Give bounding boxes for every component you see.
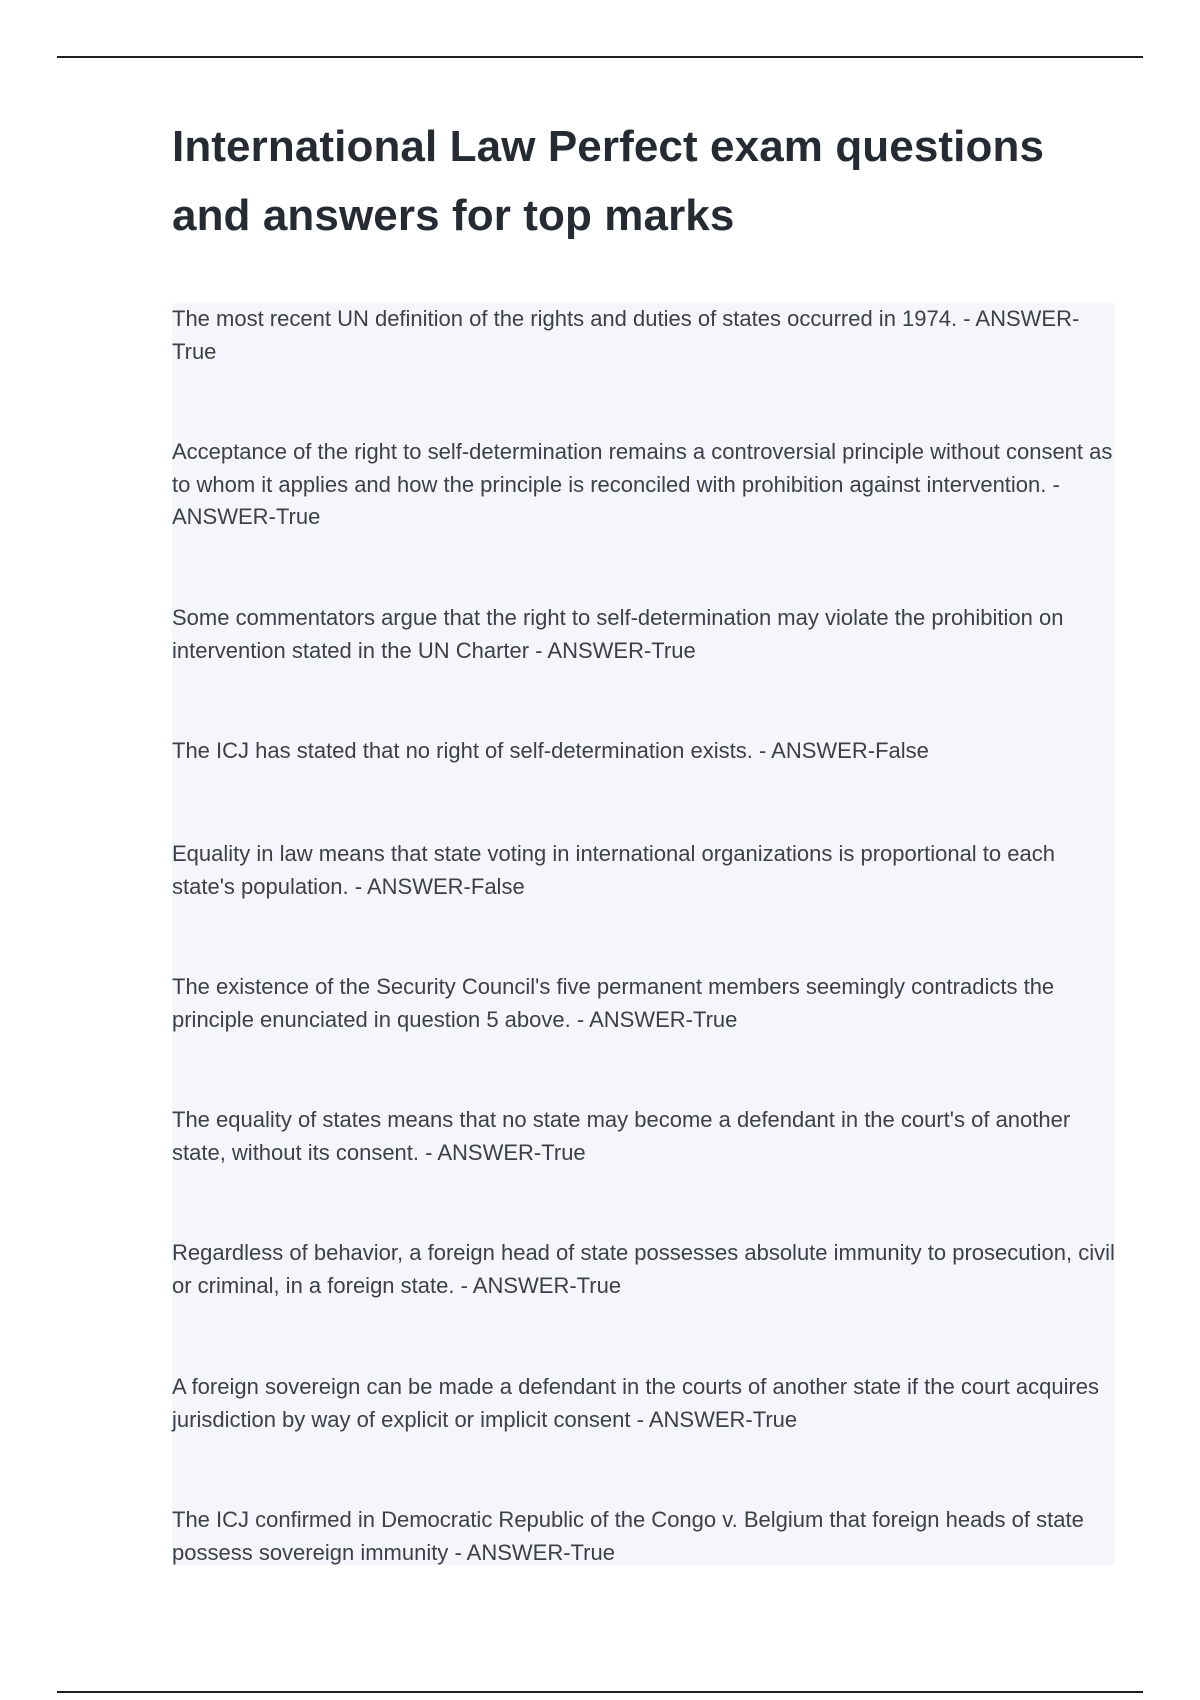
qa-item: The existence of the Security Council's five permanent members seemingly contradicts the principle enunciated in question 5 above. - ANSWER-True bbox=[172, 974, 1055, 1032]
qa-item: Equality in law means that state voting in international organizations is proportional to each state's population. - ANSWER-False bbox=[172, 841, 1055, 899]
qa-item: The most recent UN definition of the rights and duties of states occurred in 1974. - ANSWER-True bbox=[172, 306, 1080, 364]
document-title: International Law Perfect exam questions and answers for top marks bbox=[172, 122, 1045, 240]
bottom-rule bbox=[57, 1691, 1143, 1693]
qa-item: Acceptance of the right to self-determination remains a controversial principle without consent as to whom it applies and how the principle is reconciled with prohibition against intervention. - ANSWER-True bbox=[172, 439, 1113, 529]
qa-item: The equality of states means that no state may become a defendant in the court's of another state, without its consent. - ANSWER-True bbox=[172, 1107, 1071, 1165]
top-rule bbox=[57, 56, 1143, 58]
qa-item: The ICJ confirmed in Democratic Republic of the Congo v. Belgium that foreign heads of state possess sovereign immunity - ANSWER-True bbox=[172, 1507, 1084, 1565]
qa-item: Some commentators argue that the right to self-determination may violate the prohibition on intervention stated in the UN Charter - ANSWER-True bbox=[172, 605, 1064, 663]
qa-item: The ICJ has stated that no right of self-determination exists. - ANSWER-False bbox=[172, 738, 929, 763]
qa-panel bbox=[172, 303, 1115, 1565]
qa-item: Regardless of behavior, a foreign head of state possesses absolute immunity to prosecution, civil or criminal, in a foreign state. - ANSWER-True bbox=[172, 1240, 1115, 1298]
qa-item: A foreign sovereign can be made a defendant in the courts of another state if the court acquires jurisdiction by way of explicit or implicit consent - ANSWER-True bbox=[172, 1374, 1100, 1432]
